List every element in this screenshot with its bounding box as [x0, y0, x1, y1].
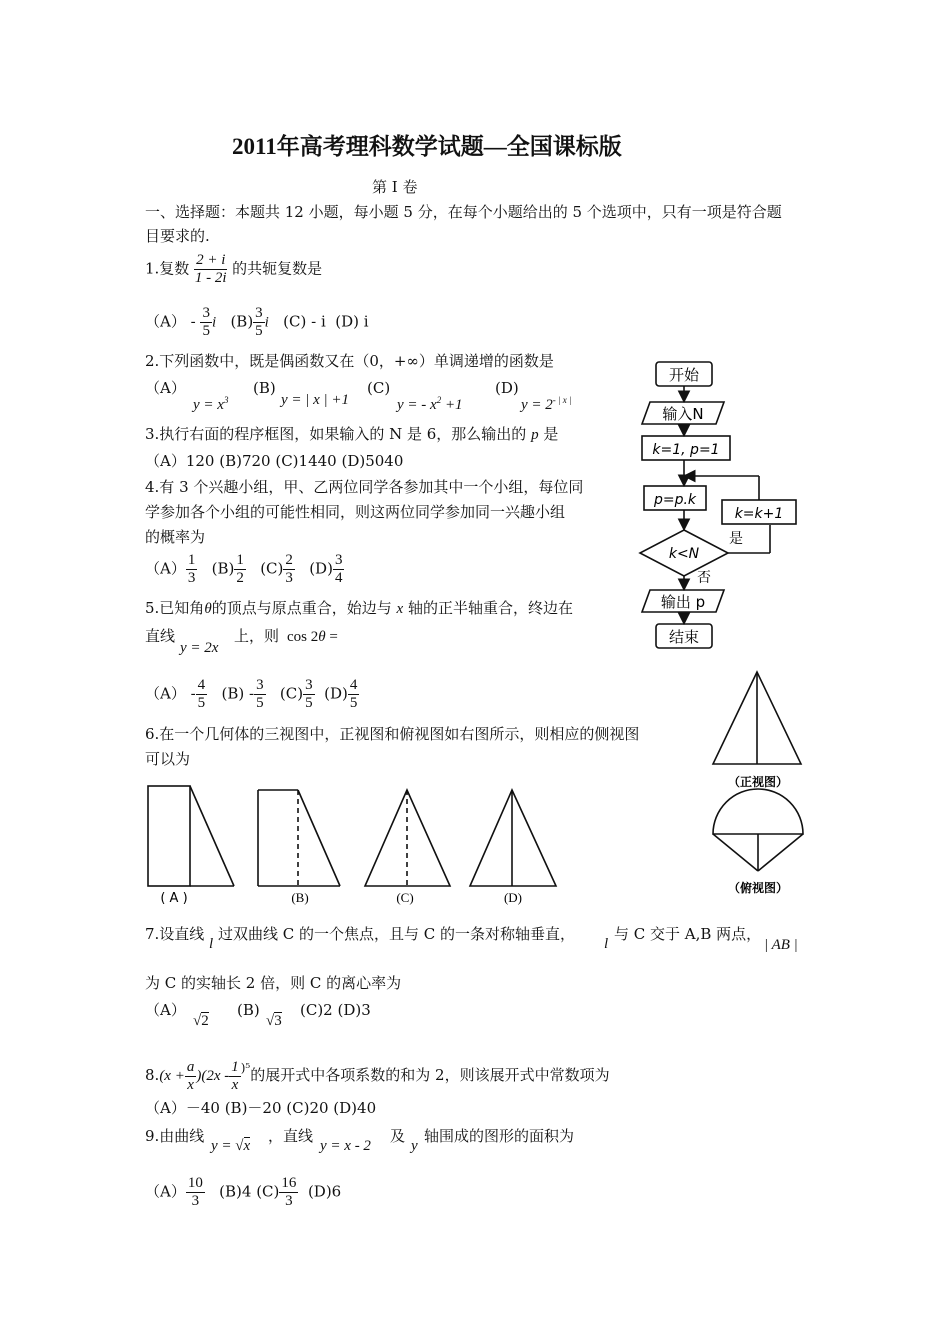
q5-text-a: 5.已知角: [145, 599, 205, 617]
q8-expr-a: (x +: [159, 1068, 185, 1084]
q4-line2: 学参加各个小组的可能性相同，则这两位同学参加同一兴趣小组: [145, 503, 566, 521]
top-view-label: （俯视图）: [727, 881, 789, 895]
q5-text-c: 轴的正半轴重合，终边在: [407, 599, 573, 617]
frac-den: 5: [197, 695, 206, 711]
q3-options: （A）120 (B)720 (C)1440 (D)5040: [145, 452, 404, 470]
q2-opt-c: (C): [367, 379, 391, 397]
q8-options: （A）－40 (B)－20 (C)20 (D)40: [145, 1099, 377, 1117]
sqrt2-radicand: 2: [201, 1013, 209, 1029]
fc-start-text: 开始: [668, 366, 700, 384]
q8-stem: [145, 1058, 610, 1094]
q8-expr-b: )(2x -: [196, 1068, 230, 1084]
q7-opt-b: (B): [237, 1001, 260, 1019]
q5-theta: θ: [204, 601, 212, 617]
page-title: 2011年高考理科数学试题—全国课标版: [232, 134, 622, 159]
flowchart: [636, 358, 801, 653]
q7-opt-a: （A）: [145, 1001, 186, 1019]
q7-text-a: 7.设直线: [145, 925, 205, 943]
fc-no-text: 否: [697, 570, 711, 586]
q6-fig-b: [258, 790, 340, 886]
q6-label-d: (D): [503, 890, 523, 905]
q5-opt-d: (D): [324, 684, 348, 703]
q4-options: [145, 552, 344, 587]
q3-var: p: [531, 427, 539, 443]
q7-text-b: 过双曲线 C 的一个焦点，且与 C 的一条对称轴垂直，: [218, 925, 576, 943]
frac-den: x: [187, 1076, 194, 1093]
q5-line1: [145, 598, 573, 619]
frac-den: x: [231, 1076, 239, 1093]
fc-inc-text: k=k+1: [734, 506, 784, 522]
frac-den: 3: [191, 1193, 200, 1209]
q4-line3: 的概率为: [145, 528, 206, 546]
fc-body-text: p=p.k: [653, 492, 697, 508]
q2-expr-b: y = | x | +1: [281, 392, 350, 408]
frac-den: 5: [202, 323, 210, 339]
q1-num: 2 + i: [196, 252, 226, 268]
q1-i-a: i: [211, 314, 217, 331]
q9-curve: y = √x: [211, 1138, 251, 1154]
q6-line2: 可以为: [145, 750, 191, 768]
q5-opt-b: (B) -: [221, 684, 255, 703]
q9-frac-c: [279, 1175, 298, 1210]
fc-input-text: 输入N: [662, 405, 704, 423]
frac-num: 3: [334, 552, 343, 568]
frac-num: 1: [187, 552, 196, 568]
q2-stem: 2.下列函数中，既是偶函数又在（0，+∞）单调递增的函数是: [145, 352, 554, 370]
frac-num: 3: [256, 677, 264, 693]
q1-frac-b: [253, 305, 265, 340]
q7-sqrt3: √3: [266, 1013, 282, 1029]
q6-fig-a: [148, 786, 234, 886]
q6-label-c: (C): [396, 890, 414, 905]
q4-opt-d: (D): [309, 559, 333, 578]
q5-frac-d: [348, 677, 360, 712]
q5-options: [145, 677, 359, 712]
q1-opt-c: (C) - i: [283, 312, 326, 331]
front-view-label: （正视图）: [727, 775, 789, 789]
q8-frac-b: [229, 1059, 241, 1094]
q8-suffix: 的展开式中各项系数的和为 2，则该展开式中常数项为: [250, 1066, 610, 1084]
q2-opt-a: （A）: [145, 379, 186, 397]
frac-den: 5: [305, 695, 313, 711]
frac-num: 3: [255, 305, 263, 321]
q9-opt-d: (D)6: [307, 1182, 342, 1201]
part-heading: 第 I 卷: [372, 178, 418, 196]
q8-frac-a: [185, 1059, 197, 1094]
q4-opt-c: (C): [260, 559, 284, 578]
q6-three-views: [707, 668, 812, 898]
q9-text-c: 及: [390, 1127, 406, 1145]
q5-x: x: [396, 601, 404, 617]
q9-text-a: 9.由曲线: [145, 1127, 205, 1145]
q7-text-c: 与 C 交于 A,B 两点，: [614, 925, 762, 943]
section-intro-line2: 目要求的.: [145, 227, 210, 245]
q4-frac-a: [186, 552, 198, 587]
q8-pow: )⁵: [240, 1061, 251, 1075]
frac-num: 16: [281, 1175, 297, 1191]
q4-frac-d: [333, 552, 345, 587]
q1-opt-b: (B): [230, 312, 254, 331]
q1-stem: [145, 252, 322, 287]
q4-frac-c: [283, 552, 295, 587]
q1-opt-d: (D) i: [335, 312, 369, 331]
q4-frac-b: [234, 552, 246, 587]
q7-l2: l: [604, 936, 609, 952]
frac-num: 4: [197, 677, 206, 693]
q7-line2: 为 C 的实轴长 2 倍，则 C 的离心率为: [145, 974, 402, 992]
q2-opt-d: (D): [495, 379, 519, 397]
frac-num: 10: [187, 1175, 203, 1191]
q6-label-b: (B): [291, 890, 309, 905]
q2-expr-a: $y = x^3$: [193, 395, 229, 413]
q1-den: 1 - 2i: [194, 270, 227, 286]
q5-frac-a: [196, 677, 208, 712]
q2-expr-d: $y = 2^{- | x |}$: [521, 395, 572, 413]
q3-stem: [145, 424, 558, 445]
q5-text-b: 的顶点与原点重合，始边与: [211, 599, 392, 617]
q7-l1: l: [209, 936, 214, 952]
frac-den: 2: [236, 570, 244, 586]
frac-num: 1: [236, 552, 244, 568]
q5-line2a: 直线: [145, 627, 176, 645]
q1-options: [145, 305, 369, 340]
q5-cos-expr: cos 2θ =: [287, 629, 338, 645]
q7-opt-cd: (C)2 (D)3: [300, 1001, 371, 1019]
frac-den: 3: [285, 1193, 293, 1209]
q1-i-b: i: [264, 314, 269, 331]
q4-opt-b: (B): [211, 559, 235, 578]
q3-text: 3.执行右面的程序框图，如果输入的 N 是 6，那么输出的: [145, 425, 527, 443]
q9-frac-a: [186, 1175, 205, 1210]
q4-line1: 4.有 3 个兴趣小组，甲、乙两位同学各参加其中一个小组，每位同: [145, 478, 584, 496]
frac-num: 4: [349, 677, 358, 693]
q6-option-figures: [140, 782, 560, 912]
frac-num: 3: [202, 305, 210, 321]
fc-yes-text: 是: [729, 531, 743, 547]
q7-sqrt2: √2: [193, 1013, 209, 1029]
q6-line1: 6.在一个几何体的三视图中，正视图和俯视图如右图所示，则相应的侧视图: [145, 725, 640, 743]
q6-fig-c: [365, 790, 450, 886]
frac-den: 3: [285, 570, 293, 586]
q8-prefix: 8.: [145, 1066, 160, 1084]
frac-den: 5: [255, 323, 263, 339]
q4-opt-a: （A）: [145, 559, 186, 578]
q5-frac-b: [254, 677, 266, 712]
q9-opt-a: （A）: [145, 1182, 186, 1201]
q1-opt-a: （A） -: [145, 312, 196, 331]
sqrt3-radicand: 3: [274, 1013, 282, 1029]
q9-options: [145, 1175, 341, 1210]
q1-prefix: 1.复数: [145, 259, 190, 278]
q5-opt-c: (C): [279, 684, 304, 703]
fc-end-text: 结束: [668, 628, 700, 646]
fc-output-text: 输出 p: [660, 593, 706, 611]
q6-label-a: ( A ): [160, 891, 188, 906]
top-view: [713, 789, 803, 871]
frac-den: 4: [334, 570, 343, 586]
q2-opt-b: (B): [253, 379, 276, 397]
frac-den: 5: [349, 695, 358, 711]
q5-line-expr: y = 2x: [180, 640, 219, 656]
q2-expr-c: y = - $x^2 +1$: [397, 395, 463, 413]
frac-num: a: [186, 1058, 195, 1075]
section-intro-line1: 一、选择题：本题共 12 小题，每小题 5 分，在每个小题给出的 5 个选项中，只有一项是符合题: [145, 203, 782, 221]
front-view: [713, 672, 801, 764]
q9-text-d: 轴围成的图形的面积为: [424, 1127, 575, 1145]
q9-line: y = x - 2: [320, 1138, 371, 1154]
q5-frac-c: [303, 677, 315, 712]
q9-radicand: x: [243, 1138, 251, 1154]
q1-fraction: [194, 252, 227, 287]
q7-ab: | AB |: [764, 937, 798, 953]
q3-tail: 是: [543, 425, 559, 443]
q6-fig-d: [470, 790, 556, 886]
q1-suffix: 的共轭复数是: [232, 259, 323, 278]
frac-num: 3: [305, 677, 313, 693]
q5-opt-a: （A） -: [145, 684, 196, 703]
frac-den: 5: [256, 695, 264, 711]
q1-frac-a: [200, 305, 212, 340]
q9-text-b: ，直线: [268, 1127, 314, 1145]
frac-num: 2: [285, 552, 293, 568]
q9-y: y: [411, 1138, 418, 1154]
fc-init-text: k=1, p=1: [652, 442, 720, 458]
q9-opt-bc: (B)4 (C): [219, 1182, 280, 1201]
frac-num: 1: [231, 1058, 239, 1075]
frac-den: 3: [187, 570, 196, 586]
q5-line2b: 上，则: [234, 627, 280, 645]
fc-cond-text: k<N: [668, 546, 700, 562]
